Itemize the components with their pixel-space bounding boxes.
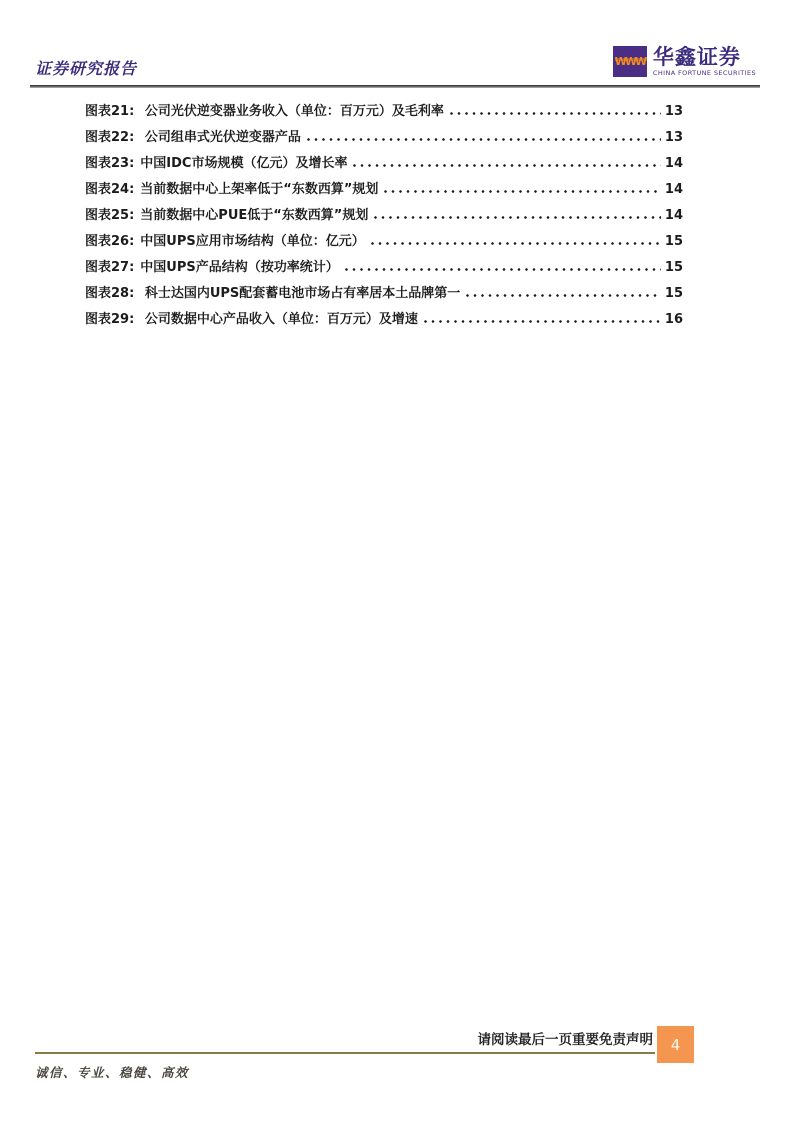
toc-entry-label: 图表25: xyxy=(85,208,135,223)
dot-leader xyxy=(345,267,661,271)
toc-entry[interactable] xyxy=(85,126,683,152)
dot-leader xyxy=(374,215,661,219)
toc-entry-page: 15 xyxy=(664,234,683,249)
dot-leader xyxy=(384,189,661,193)
toc-entry-label: 图表26: xyxy=(85,234,135,249)
toc-entry[interactable] xyxy=(85,230,683,256)
dot-leader xyxy=(466,293,661,297)
header-divider xyxy=(30,85,760,88)
toc-entry-title: 当前数据中心PUE低于“东数西算”规划 xyxy=(140,208,369,223)
toc-entry[interactable] xyxy=(85,282,683,308)
toc-entry-label: 图表22: xyxy=(85,130,135,145)
toc-entry-label: 图表21: xyxy=(85,104,135,119)
report-type-label: 证券研究报告 xyxy=(35,59,138,78)
toc-entry-title: 中国UPS应用市场结构（单位：亿元） xyxy=(140,234,365,249)
toc-entry-page: 16 xyxy=(664,312,683,327)
toc-entry-title: 中国IDC市场规模（亿元）及增长率 xyxy=(140,156,348,171)
footer-divider xyxy=(35,1052,655,1054)
logo-mark-icon xyxy=(613,46,647,77)
toc-entry-page: 14 xyxy=(664,156,683,171)
footer-slogan: 诚信、专业、稳健、高效 xyxy=(35,1065,190,1080)
toc-entry[interactable] xyxy=(85,152,683,178)
toc-list xyxy=(85,100,683,334)
toc-entry-label: 图表28: xyxy=(85,286,135,301)
toc-entry[interactable] xyxy=(85,178,683,204)
dot-leader xyxy=(424,319,661,323)
toc-entry-page: 14 xyxy=(664,208,683,223)
dot-leader xyxy=(371,241,661,245)
logo-company-subtitle: CHINA FORTUNE SECURITIES xyxy=(652,69,756,77)
toc-entry-title: 公司数据中心产品收入（单位：百万元）及增速 xyxy=(140,312,418,327)
logo-company-name: 华鑫证券 xyxy=(652,45,741,69)
footer-disclaimer: 请阅读最后一页重要免责声明 xyxy=(477,1032,653,1048)
toc-entry-page: 13 xyxy=(664,104,683,119)
toc-entry-page: 14 xyxy=(664,182,683,197)
toc-entry-page: 13 xyxy=(664,130,683,145)
page-number-badge: 4 xyxy=(657,1026,694,1063)
toc-entry[interactable] xyxy=(85,204,683,230)
toc-entry[interactable] xyxy=(85,308,683,334)
toc-entry-title: 公司光伏逆变器业务收入（单位：百万元）及毛利率 xyxy=(140,104,444,119)
toc-entry[interactable] xyxy=(85,100,683,126)
toc-entry-label: 图表27: xyxy=(85,260,135,275)
toc-entry-label: 图表29: xyxy=(85,312,135,327)
toc-entry-page: 15 xyxy=(664,260,683,275)
toc-entry-title: 中国UPS产品结构（按功率统计） xyxy=(140,260,339,275)
logo-text-block xyxy=(653,46,756,77)
dot-leader xyxy=(353,163,660,167)
toc-entry-title: 公司组串式光伏逆变器产品 xyxy=(140,130,301,145)
logo-mark-glyphs: ₩₩₩ xyxy=(614,55,646,68)
toc-entry-label: 图表23: xyxy=(85,156,135,171)
company-logo xyxy=(613,46,756,77)
toc-entry-page: 15 xyxy=(664,286,683,301)
toc-entry-title: 科士达国内UPS配套蓄电池市场占有率居本土品牌第一 xyxy=(140,286,461,301)
toc-entry-title: 当前数据中心上架率低于“东数西算”规划 xyxy=(140,182,379,197)
toc-entry[interactable] xyxy=(85,256,683,282)
dot-leader xyxy=(450,111,661,115)
dot-leader xyxy=(307,137,661,141)
toc-entry-label: 图表24: xyxy=(85,182,135,197)
